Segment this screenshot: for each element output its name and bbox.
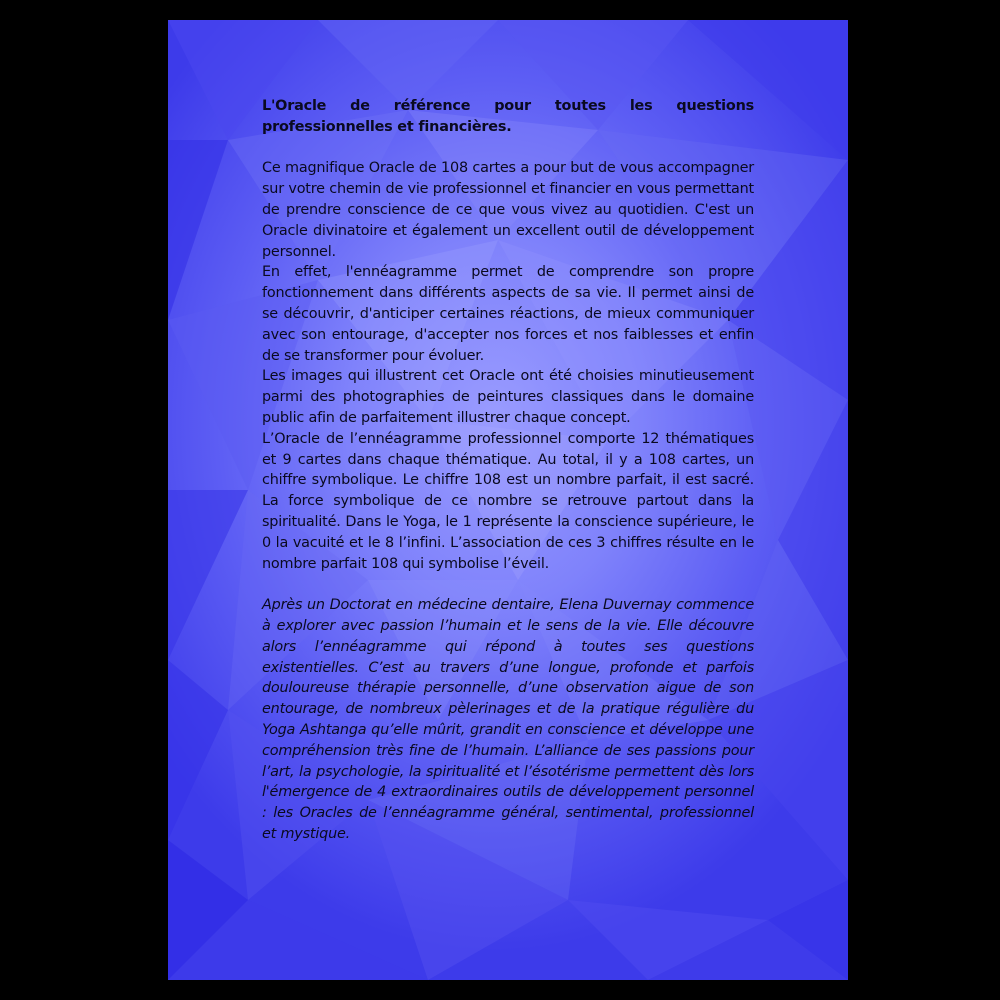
paragraph-images: Les images qui illustrent cet Oracle ont été choisies minutieusement parmi des photographies de peintures classiques dans le domaine public afin de parfaitement illustrer chaque concept. — [262, 368, 754, 426]
headline: L'Oracle de référence pour toutes les questions professionnelles et financières. — [262, 98, 754, 135]
paragraph-108-cards: L’Oracle de l’ennéagramme professionnel comporte 12 thématiques et 9 cartes dans chaque thématique. Au total, il y a 108 cartes, un chiffre symbolique. Le chiffre 108 est un nombre parfait, il est sacré. La force symbolique de ce nombre se retrouve partout dans la spiritualité. Dans le Yoga, le 1 représente la conscience supérieure, le 0 la vacuité et le 8 l’infini. L’association de ces 3 chiffres résulte en le nombre parfait 108 qui symbolise l’éveil. — [262, 430, 754, 572]
paragraph-intro: Ce magnifique Oracle de 108 cartes a pour but de vous accompagner sur votre chemin de vie professionnel et financier en vous permettant de prendre conscience de ce que vous vivez au quotidien. C'est un Oracle divinatoire et également un excellent outil de développement personnel. — [262, 160, 754, 260]
paragraph-enneagram: En effet, l'ennéagramme permet de comprendre son propre fonctionnement dans différents aspects de sa vie. Il permet ainsi de se découvrir, d'anticiper certaines réactions, de mieux communiquer avec son entourage, d'accepter nos forces et nos faiblesses et enfin de se transformer pour évoluer. — [262, 264, 754, 364]
author-bio: Après un Doctorat en médecine dentaire, Elena Duvernay commence à explorer avec passion l’humain et le sens de la vie. Elle découvre alors l’ennéagramme qui répond à toutes ses questions existentielles. C’est au travers d’une longue, profonde et parfois douloureuse thérapie personnelle, d’une observation aigue de son entourage, de nombreux pèlerinages et de la pratique régulière du Yoga Ashtanga qu’elle mûrit, grandit en conscience et développe une compréhension très fine de l’humain. L’alliance de ses passions pour l’art, la psychologie, la spiritualité et l’ésotérisme permettent dès lors l'émergence de 4 extraordinaires outils de développement personnel : les Oracles de l’ennéagramme général, sentimental, professionnel et mystique. — [262, 597, 754, 842]
book-back-cover — [168, 20, 848, 980]
cover-text — [262, 96, 754, 845]
